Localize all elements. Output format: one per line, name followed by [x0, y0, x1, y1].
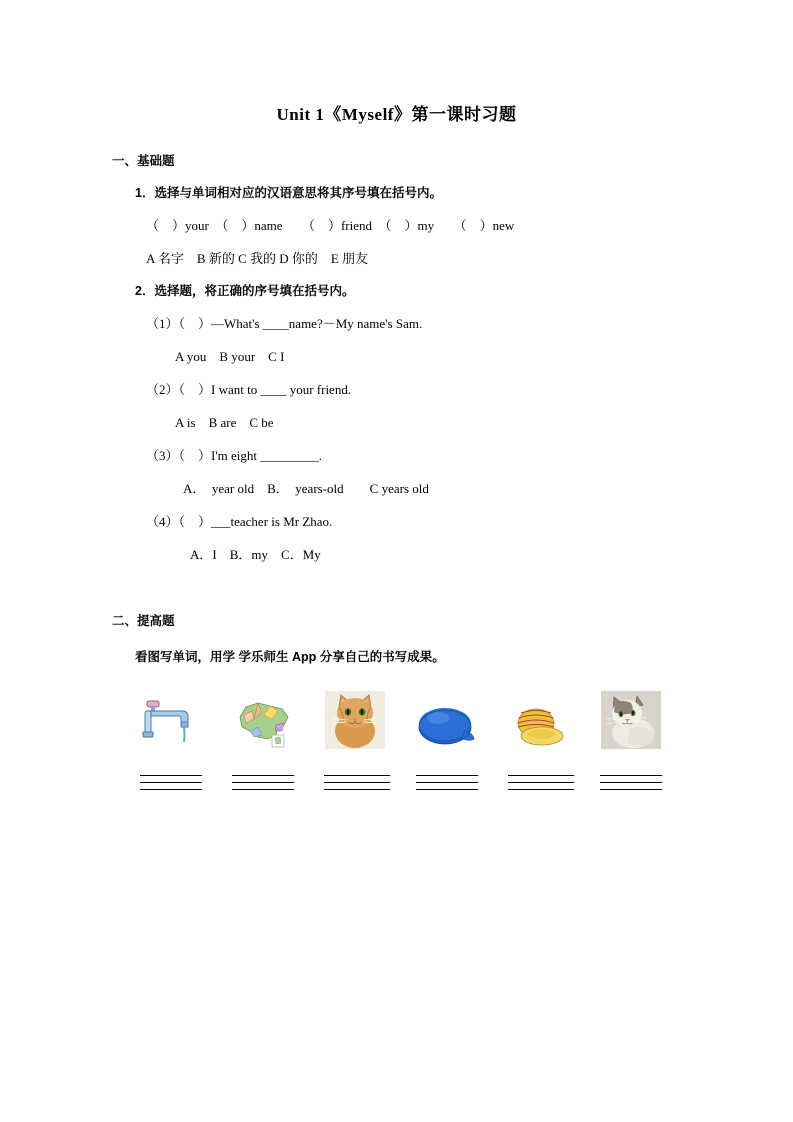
write-line[interactable]	[324, 775, 390, 776]
question-2-2-choices: A is B are C be	[175, 415, 274, 430]
writing-lines-4[interactable]	[416, 775, 478, 790]
page-title: Unit 1《Myself》第一课时习题	[276, 105, 517, 124]
write-line[interactable]	[232, 775, 294, 776]
write-line[interactable]	[232, 782, 294, 783]
question-2-1-stem: （1）（ ）—What's ____name?－My name's Sam.	[146, 316, 423, 331]
question-2-prompt: 2．选择题，将正确的序号填在括号内。	[135, 284, 355, 298]
write-line[interactable]	[508, 782, 574, 783]
question-2-4-choices: A．I B．my C．My	[190, 547, 321, 562]
section-heading-basic: 一、基础题	[112, 154, 175, 168]
china-map-picture	[232, 691, 294, 749]
write-line[interactable]	[232, 789, 294, 790]
write-line[interactable]	[324, 782, 390, 783]
write-line[interactable]	[508, 775, 574, 776]
question-2-1-choices: A you B your C I	[175, 349, 285, 364]
writing-lines-2[interactable]	[232, 775, 294, 790]
question-1-prompt: 1．选择与单词相对应的汉语意思将其序号填在括号内。	[135, 186, 442, 200]
writing-lines-5[interactable]	[508, 775, 570, 790]
write-line[interactable]	[324, 789, 390, 790]
write-line[interactable]	[140, 789, 202, 790]
question-2-2-stem: （2）（ ）I want to ____ your friend.	[146, 382, 352, 397]
question-1-options-line: （ ）your （ ）name （ ）friend （ ）my （ ）new	[146, 218, 515, 233]
question-2-3-choices: A． year old B． years-old C years old	[183, 481, 429, 496]
writing-lines-3[interactable]	[324, 775, 386, 790]
write-line[interactable]	[416, 789, 478, 790]
yellow-hat-picture	[508, 691, 570, 749]
orange-cat-picture	[324, 691, 386, 749]
grey-white-cat-picture	[600, 691, 662, 749]
faucet-tap-picture	[140, 691, 202, 749]
write-line[interactable]	[600, 789, 662, 790]
writing-lines-1[interactable]	[140, 775, 202, 790]
write-line[interactable]	[416, 775, 478, 776]
write-line[interactable]	[600, 775, 662, 776]
writing-instruction: 看图写单词，用学 学乐师生 App 分享自己的书写成果。	[135, 650, 445, 664]
write-line[interactable]	[416, 782, 478, 783]
question-2-3-stem: （3）（ ）I'm eight _________.	[146, 448, 323, 463]
write-line[interactable]	[140, 782, 202, 783]
write-line[interactable]	[508, 789, 574, 790]
blue-cap-picture	[416, 691, 478, 749]
writing-lines-6[interactable]	[600, 775, 662, 790]
question-1-answers-line: A 名字 B 新的 C 我的 D 你的 E 朋友	[146, 251, 369, 266]
section-heading-advanced: 二、提高题	[112, 614, 175, 628]
write-line[interactable]	[140, 775, 202, 776]
writing-lines-row	[140, 775, 793, 790]
picture-row	[140, 691, 793, 749]
question-2-4-stem: （4）（ ）___teacher is Mr Zhao.	[146, 514, 333, 529]
write-line[interactable]	[600, 782, 662, 783]
